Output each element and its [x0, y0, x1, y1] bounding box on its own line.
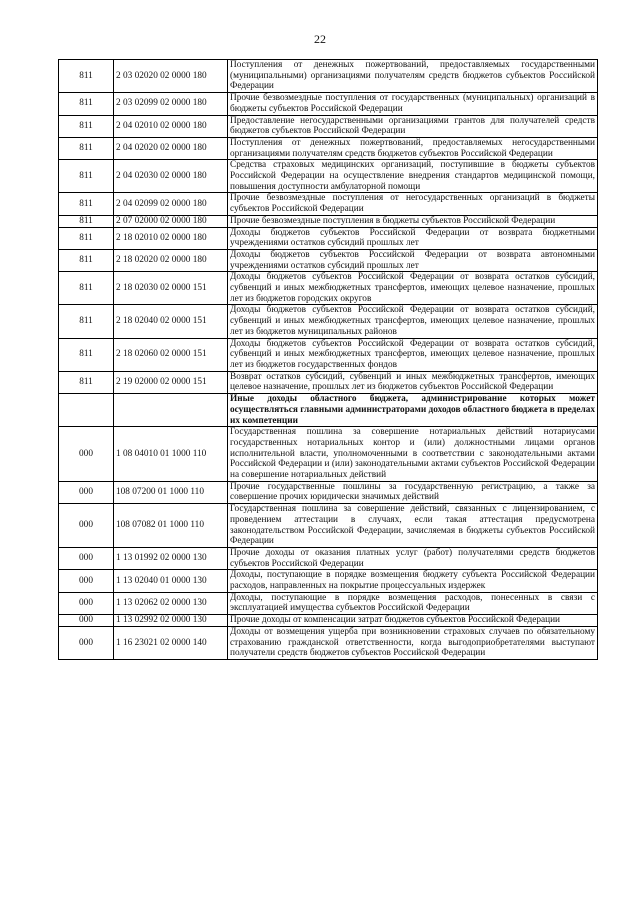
revenue-name-cell: Поступления от денежных пожертвований, предоставляемых негосударственными организациями получателям средств бюджетов субъектов Российской Федерации	[228, 137, 598, 159]
revenue-code-cell: 2 03 02099 02 0000 180	[114, 93, 228, 115]
admin-code-cell: 811	[59, 93, 114, 115]
revenue-name-cell: Возврат остатков субсидий, субвенций и иных межбюджетных трансфертов, имеющих целевое назначение, прошлых лет из бюджетов субъектов Российской Федерации	[228, 371, 598, 393]
table-row	[59, 504, 598, 548]
revenue-code-cell: 2 18 02030 02 0000 151	[114, 272, 228, 305]
table-row	[59, 93, 598, 115]
admin-code-cell: 811	[59, 249, 114, 271]
revenue-name-cell: Иные доходы областного бюджета, администрирование которых может осуществляться главными администраторами доходов областного бюджета в пределах их компетенции	[228, 394, 598, 427]
revenue-code-cell: 1 13 02062 02 0000 130	[114, 592, 228, 614]
revenue-name-cell: Доходы бюджетов субъектов Российской Федерации от возврата остатков субсидий, субвенций и иных межбюджетных трансфертов, имеющих целевое назначение, прошлых лет из бюджетов государственных фондов	[228, 338, 598, 371]
admin-code-cell: 000	[59, 626, 114, 659]
admin-code-cell	[59, 394, 114, 427]
table-row	[59, 272, 598, 305]
revenue-code-cell: 1 16 23021 02 0000 140	[114, 626, 228, 659]
revenue-name-cell: Доходы бюджетов субъектов Российской Федерации от возврата остатков субсидий, субвенций и иных межбюджетных трансфертов, имеющих целевое назначение, прошлых лет из бюджетов муниципальных районов	[228, 305, 598, 338]
revenue-code-cell: 2 03 02020 02 0000 180	[114, 60, 228, 93]
revenue-name-cell: Доходы бюджетов субъектов Российской Федерации от возврата остатков субсидий, субвенций и иных межбюджетных трансфертов, имеющих целевое назначение, прошлых лет из бюджетов городских округов	[228, 272, 598, 305]
table-row	[59, 137, 598, 159]
admin-code-cell: 000	[59, 504, 114, 548]
revenue-code-cell: 1 08 04010 01 1000 110	[114, 427, 228, 482]
table-body	[59, 60, 598, 660]
revenue-code-cell: 2 04 02099 02 0000 180	[114, 193, 228, 215]
admin-code-cell: 811	[59, 60, 114, 93]
revenue-name-cell: Государственная пошлина за совершение нотариальных действий нотариусами государственных нотариальных контор и (или) должностными лицами органов исполнительной власти, уполномоченными в соответствии с законодательными актами Российской Федерации и (или) законодательными актами субъектов Российской Федерации на совершение нотариальных действий	[228, 427, 598, 482]
section-header-row	[59, 394, 598, 427]
revenue-code-cell: 1 13 01992 02 0000 130	[114, 547, 228, 569]
admin-code-cell: 811	[59, 272, 114, 305]
admin-code-cell: 000	[59, 427, 114, 482]
admin-code-cell: 811	[59, 193, 114, 215]
table-row	[59, 215, 598, 227]
admin-code-cell: 000	[59, 481, 114, 503]
revenue-code-cell: 2 04 02010 02 0000 180	[114, 115, 228, 137]
revenue-name-cell: Доходы, поступающие в порядке возмещения расходов, понесенных в связи с эксплуатацией имущества субъектов Российской Федерации	[228, 592, 598, 614]
table-row	[59, 249, 598, 271]
table-row	[59, 60, 598, 93]
revenue-name-cell: Поступления от денежных пожертвований, предоставляемых государственными (муниципальными) организациями получателям средств бюджетов субъектов Российской Федерации	[228, 60, 598, 93]
admin-code-cell: 000	[59, 570, 114, 592]
admin-code-cell: 811	[59, 137, 114, 159]
table-row	[59, 570, 598, 592]
admin-code-cell: 811	[59, 160, 114, 193]
revenue-name-cell: Прочие доходы от компенсации затрат бюджетов субъектов Российской Федерации	[228, 615, 598, 627]
revenue-code-cell: 1 13 02040 01 0000 130	[114, 570, 228, 592]
revenue-name-cell: Прочие безвозмездные поступления от негосударственных организаций в бюджеты субъектов Российской Федерации	[228, 193, 598, 215]
revenue-code-cell	[114, 394, 228, 427]
table-row	[59, 338, 598, 371]
revenue-name-cell: Средства страховых медицинских организаций, поступившие в бюджеты субъектов Российской Федерации на осуществление внедрения стандартов медицинской помощи, повышения доступности амбулаторной помощи	[228, 160, 598, 193]
revenue-code-cell: 2 07 02000 02 0000 180	[114, 215, 228, 227]
revenue-name-cell: Прочие доходы от оказания платных услуг (работ) получателями средств бюджетов субъектов Российской Федерации	[228, 547, 598, 569]
admin-code-cell: 811	[59, 371, 114, 393]
revenue-code-cell: 2 04 02030 02 0000 180	[114, 160, 228, 193]
revenue-name-cell: Государственная пошлина за совершение действий, связанных с лицензированием, с проведением аттестации в случаях, если такая аттестация предусмотрена законодательством Российской Федерации, зачисляемая в бюджеты субъектов Российской Федерации	[228, 504, 598, 548]
revenue-code-cell: 108 07082 01 1000 110	[114, 504, 228, 548]
revenue-name-cell: Доходы от возмещения ущерба при возникновении страховых случаев по обязательному страхованию гражданской ответственности, когда выгодоприобретателями выступают получатели средств бюджетов субъектов Российской Федерации	[228, 626, 598, 659]
revenue-name-cell: Доходы, поступающие в порядке возмещения бюджету субъекта Российской Федерации расходов, направленных на покрытие процессуальных издержек	[228, 570, 598, 592]
table-row	[59, 547, 598, 569]
revenue-code-cell: 2 18 02060 02 0000 151	[114, 338, 228, 371]
admin-code-cell: 811	[59, 305, 114, 338]
revenue-codes-table	[58, 59, 598, 660]
table-row	[59, 481, 598, 503]
revenue-code-cell: 2 19 02000 02 0000 151	[114, 371, 228, 393]
revenue-name-cell: Предоставление негосударственными организациями грантов для получателей средств бюджетов субъектов Российской Федерации	[228, 115, 598, 137]
admin-code-cell: 811	[59, 227, 114, 249]
revenue-name-cell: Доходы бюджетов субъектов Российской Федерации от возврата бюджетными учреждениями остатков субсидий прошлых лет	[228, 227, 598, 249]
table-row	[59, 592, 598, 614]
table-row	[59, 160, 598, 193]
admin-code-cell: 811	[59, 338, 114, 371]
page-number: 22	[314, 32, 326, 46]
table-row	[59, 371, 598, 393]
table-row	[59, 115, 598, 137]
table-row	[59, 427, 598, 482]
admin-code-cell: 811	[59, 115, 114, 137]
table-row	[59, 615, 598, 627]
admin-code-cell: 000	[59, 592, 114, 614]
table-row	[59, 227, 598, 249]
table-row	[59, 626, 598, 659]
revenue-code-cell: 2 18 02040 02 0000 151	[114, 305, 228, 338]
revenue-name-cell: Прочие безвозмездные поступления в бюджеты субъектов Российской Федерации	[228, 215, 598, 227]
revenue-code-cell: 1 13 02992 02 0000 130	[114, 615, 228, 627]
revenue-name-cell: Прочие государственные пошлины за государственную регистрацию, а также за совершение прочих юридически значимых действий	[228, 481, 598, 503]
admin-code-cell: 000	[59, 547, 114, 569]
revenue-code-cell: 2 18 02020 02 0000 180	[114, 249, 228, 271]
revenue-code-cell: 2 04 02020 02 0000 180	[114, 137, 228, 159]
revenue-code-cell: 2 18 02010 02 0000 180	[114, 227, 228, 249]
table-row	[59, 193, 598, 215]
revenue-name-cell: Доходы бюджетов субъектов Российской Федерации от возврата автономными учреждениями остатков субсидий прошлых лет	[228, 249, 598, 271]
revenue-code-cell: 108 07200 01 1000 110	[114, 481, 228, 503]
revenue-name-cell: Прочие безвозмездные поступления от государственных (муниципальных) организаций в бюджеты субъектов Российской Федерации	[228, 93, 598, 115]
admin-code-cell: 000	[59, 615, 114, 627]
admin-code-cell: 811	[59, 215, 114, 227]
table-row	[59, 305, 598, 338]
